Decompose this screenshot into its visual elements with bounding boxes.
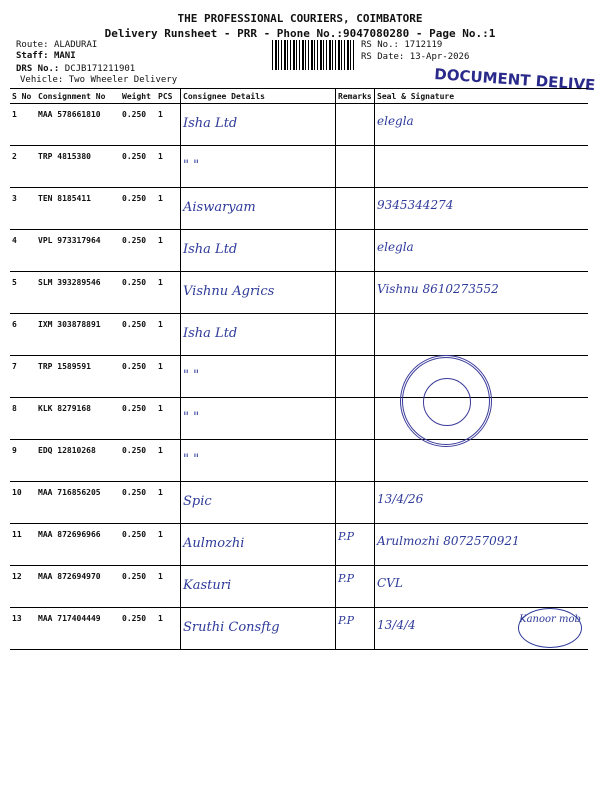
table-row <box>10 146 588 188</box>
row-remarks <box>336 440 375 482</box>
row-consignee <box>181 314 336 356</box>
row-remarks-text: P.P <box>338 530 355 543</box>
table-row <box>10 188 588 230</box>
row-sno <box>10 440 36 482</box>
row-consignment-no <box>36 230 120 272</box>
row-consignment-no <box>36 272 120 314</box>
row-sno <box>10 398 36 440</box>
row-consignment-no <box>36 440 120 482</box>
row-weight-text: 0.250 <box>122 530 147 539</box>
row-remarks-text: P.P <box>338 614 355 627</box>
row-consignment-no-text: EDQ 12810268 <box>38 446 96 455</box>
row-weight <box>120 314 156 356</box>
row-consignee <box>181 356 336 398</box>
row-pcs-text: 1 <box>158 110 163 119</box>
row-consignee-text: Kasturi <box>183 578 232 593</box>
col-remarks: Remarks <box>336 89 375 104</box>
row-signature-text: 13/4/26 <box>377 492 424 506</box>
row-sno-text: 11 <box>12 530 22 539</box>
seal-inner-ring <box>423 378 471 426</box>
row-consignment-no <box>36 566 120 608</box>
row-remarks-text: P.P <box>338 572 355 585</box>
row-signature-text: CVL <box>377 576 403 590</box>
row-signature-text: 9345344274 <box>377 198 454 212</box>
row-remarks <box>336 356 375 398</box>
route-value: ALADURAI <box>53 40 98 50</box>
row-weight-text: 0.250 <box>122 236 147 245</box>
company-title: THE PROFESSIONAL COURIERS, COIMBATORE <box>177 12 423 25</box>
row-signature-text: Arulmozhi 8072570921 <box>377 534 520 548</box>
row-pcs-text: 1 <box>158 488 163 497</box>
table-row <box>10 230 588 272</box>
row-consignee <box>181 398 336 440</box>
row-pcs-text: 1 <box>158 614 163 623</box>
row-sno-text: 1 <box>12 110 17 119</box>
row-signature <box>375 440 589 482</box>
row-consignee-text: Sruthi Consftg <box>183 620 280 635</box>
row-consignment-no-text: MAA 578661810 <box>38 110 101 119</box>
row-signature <box>375 314 589 356</box>
row-remarks <box>336 482 375 524</box>
row-consignee <box>181 440 336 482</box>
row-sno-text: 6 <box>12 320 17 329</box>
row-consignee-text: " " <box>183 158 200 173</box>
row-signature-text: elegla <box>377 240 414 254</box>
row-consignment-no-text: TRP 4815380 <box>38 152 91 161</box>
row-sno-text: 9 <box>12 446 17 455</box>
kanoor-mob-note: Kanoor mob <box>518 608 582 648</box>
row-signature <box>375 146 589 188</box>
drs-value: DCJB171211901 <box>64 64 136 74</box>
rs-date-label: RS Date: <box>361 52 405 62</box>
row-consignee-text: Aulmozhi <box>183 536 245 551</box>
row-sno <box>10 524 36 566</box>
row-weight <box>120 608 156 650</box>
row-consignment-no <box>36 314 120 356</box>
row-consignee-text: Isha Ltd <box>183 116 238 131</box>
table-row <box>10 566 588 608</box>
row-signature <box>375 230 589 272</box>
runsheet-subtitle: Delivery Runsheet - PRR - Phone No.:9047080280 - Page No.:1 <box>104 27 496 40</box>
staff-label: Staff: <box>16 51 49 61</box>
row-consignment-no <box>36 482 120 524</box>
row-consignee-text: Aiswaryam <box>183 200 256 215</box>
row-consignment-no <box>36 608 120 650</box>
row-sno-text: 3 <box>12 194 17 203</box>
row-sno-text: 2 <box>12 152 17 161</box>
row-pcs-text: 1 <box>158 362 163 371</box>
row-weight <box>120 188 156 230</box>
row-weight-text: 0.250 <box>122 110 147 119</box>
row-weight <box>120 272 156 314</box>
row-pcs-text: 1 <box>158 530 163 539</box>
col-consignment-no: Consignment No <box>36 89 120 104</box>
drs-line <box>16 64 135 75</box>
row-pcs <box>156 398 181 440</box>
row-consignee-text: " " <box>183 410 200 425</box>
row-consignment-no-text: TRP 1589591 <box>38 362 91 371</box>
row-sno <box>10 146 36 188</box>
row-weight-text: 0.250 <box>122 446 147 455</box>
row-remarks <box>336 314 375 356</box>
row-consignee-text: " " <box>183 452 200 467</box>
row-pcs-text: 1 <box>158 572 163 581</box>
vehicle-line: Vehicle: Two Wheeler Delivery <box>20 75 178 85</box>
row-weight-text: 0.250 <box>122 572 147 581</box>
row-sno-text: 13 <box>12 614 22 623</box>
row-consignment-no <box>36 146 120 188</box>
row-weight <box>120 146 156 188</box>
row-consignee <box>181 524 336 566</box>
rs-date-value: 13-Apr-2026 <box>409 52 470 62</box>
rs-no-value: 1712119 <box>404 40 443 50</box>
row-consignment-no-text: MAA 716856205 <box>38 488 101 497</box>
row-signature <box>375 524 589 566</box>
table-header-row <box>10 89 588 104</box>
row-pcs <box>156 482 181 524</box>
staff-value: MANI <box>53 51 76 61</box>
row-signature <box>375 104 589 146</box>
row-consignment-no-text: MAA 872694970 <box>38 572 101 581</box>
row-consignment-no-text: SLM 393289546 <box>38 278 101 287</box>
row-sno-text: 5 <box>12 278 17 287</box>
row-pcs-text: 1 <box>158 404 163 413</box>
row-pcs <box>156 440 181 482</box>
row-weight-text: 0.250 <box>122 614 147 623</box>
row-pcs-text: 1 <box>158 446 163 455</box>
row-consignment-no <box>36 104 120 146</box>
col-seal-signature: Seal & Signature <box>375 89 589 104</box>
row-consignee-text: Vishnu Agrics <box>183 284 275 299</box>
consignment-table <box>10 88 588 650</box>
row-sno <box>10 566 36 608</box>
staff-line <box>16 51 76 62</box>
row-remarks <box>336 146 375 188</box>
row-consignment-no-text: IXM 303878891 <box>38 320 101 329</box>
row-consignee-text: Isha Ltd <box>183 326 238 341</box>
row-consignment-no <box>36 356 120 398</box>
row-weight <box>120 104 156 146</box>
row-consignment-no-text: MAA 717404449 <box>38 614 101 623</box>
row-pcs <box>156 146 181 188</box>
row-consignee-text: Spic <box>183 494 212 509</box>
col-pcs: PCS <box>156 89 181 104</box>
table-row <box>10 608 588 650</box>
row-consignment-no <box>36 398 120 440</box>
table-row <box>10 524 588 566</box>
col-consignee: Consignee Details <box>181 89 336 104</box>
row-sno <box>10 482 36 524</box>
row-weight <box>120 524 156 566</box>
row-remarks <box>336 398 375 440</box>
row-weight-text: 0.250 <box>122 488 147 497</box>
row-weight-text: 0.250 <box>122 152 147 161</box>
row-weight-text: 0.250 <box>122 404 147 413</box>
row-pcs-text: 1 <box>158 194 163 203</box>
rs-no-label: RS No.: <box>361 40 399 50</box>
row-pcs-text: 1 <box>158 278 163 287</box>
row-consignee <box>181 482 336 524</box>
row-pcs <box>156 356 181 398</box>
row-pcs-text: 1 <box>158 152 163 161</box>
row-sno <box>10 188 36 230</box>
row-pcs <box>156 566 181 608</box>
row-signature <box>375 566 589 608</box>
row-consignee-text: Isha Ltd <box>183 242 238 257</box>
col-weight: Weight <box>120 89 156 104</box>
row-remarks <box>336 188 375 230</box>
row-weight <box>120 356 156 398</box>
row-sno-text: 7 <box>12 362 17 371</box>
row-remarks <box>336 230 375 272</box>
row-remarks <box>336 524 375 566</box>
row-weight <box>120 482 156 524</box>
row-pcs <box>156 188 181 230</box>
row-remarks <box>336 272 375 314</box>
row-consignee <box>181 608 336 650</box>
row-pcs-text: 1 <box>158 320 163 329</box>
row-consignee <box>181 146 336 188</box>
route-label: Route: <box>16 40 49 50</box>
row-remarks <box>336 104 375 146</box>
row-sno <box>10 230 36 272</box>
table-row <box>10 104 588 146</box>
row-consignment-no-text: KLK 8279168 <box>38 404 91 413</box>
row-sno <box>10 314 36 356</box>
row-consignee <box>181 104 336 146</box>
row-sno-text: 8 <box>12 404 17 413</box>
drs-label: DRS No.: <box>16 64 60 74</box>
rs-date-line <box>361 52 469 63</box>
row-signature <box>375 272 589 314</box>
row-consignment-no-text: TEN 8185411 <box>38 194 91 203</box>
table-row <box>10 314 588 356</box>
row-weight-text: 0.250 <box>122 278 147 287</box>
row-signature-text: 13/4/4 <box>377 618 416 632</box>
row-weight-text: 0.250 <box>122 194 147 203</box>
row-sno <box>10 608 36 650</box>
row-consignment-no <box>36 524 120 566</box>
row-signature-text: elegla <box>377 114 414 128</box>
company-seal-image <box>400 355 492 447</box>
row-weight <box>120 566 156 608</box>
row-sno <box>10 104 36 146</box>
row-remarks <box>336 566 375 608</box>
row-weight <box>120 230 156 272</box>
row-signature <box>375 188 589 230</box>
table-row <box>10 398 588 440</box>
row-consignee <box>181 188 336 230</box>
row-consignee-text: " " <box>183 368 200 383</box>
row-sno-text: 12 <box>12 572 22 581</box>
row-pcs <box>156 608 181 650</box>
row-sno-text: 4 <box>12 236 17 245</box>
row-consignee <box>181 230 336 272</box>
row-signature-text: Vishnu 8610273552 <box>377 282 499 296</box>
table-row <box>10 356 588 398</box>
row-pcs <box>156 230 181 272</box>
row-weight <box>120 440 156 482</box>
row-consignment-no-text: MAA 872696966 <box>38 530 101 539</box>
row-sno-text: 10 <box>12 488 22 497</box>
barcode-image <box>272 40 356 70</box>
document-delivered-stamp: DOCUMENT DELIVE <box>433 65 596 95</box>
row-pcs <box>156 104 181 146</box>
rs-no-line <box>361 40 442 51</box>
row-consignee <box>181 566 336 608</box>
row-weight-text: 0.250 <box>122 362 147 371</box>
row-pcs <box>156 272 181 314</box>
row-consignment-no-text: VPL 973317964 <box>38 236 101 245</box>
row-consignment-no <box>36 188 120 230</box>
row-pcs-text: 1 <box>158 236 163 245</box>
table-row <box>10 482 588 524</box>
row-weight-text: 0.250 <box>122 320 147 329</box>
row-sno <box>10 356 36 398</box>
row-pcs <box>156 314 181 356</box>
col-sno: S No <box>10 89 36 104</box>
route-line <box>16 40 97 51</box>
table-row <box>10 440 588 482</box>
row-remarks <box>336 608 375 650</box>
row-consignee <box>181 272 336 314</box>
row-weight <box>120 398 156 440</box>
row-pcs <box>156 524 181 566</box>
table-row <box>10 272 588 314</box>
row-signature <box>375 482 589 524</box>
row-sno <box>10 272 36 314</box>
